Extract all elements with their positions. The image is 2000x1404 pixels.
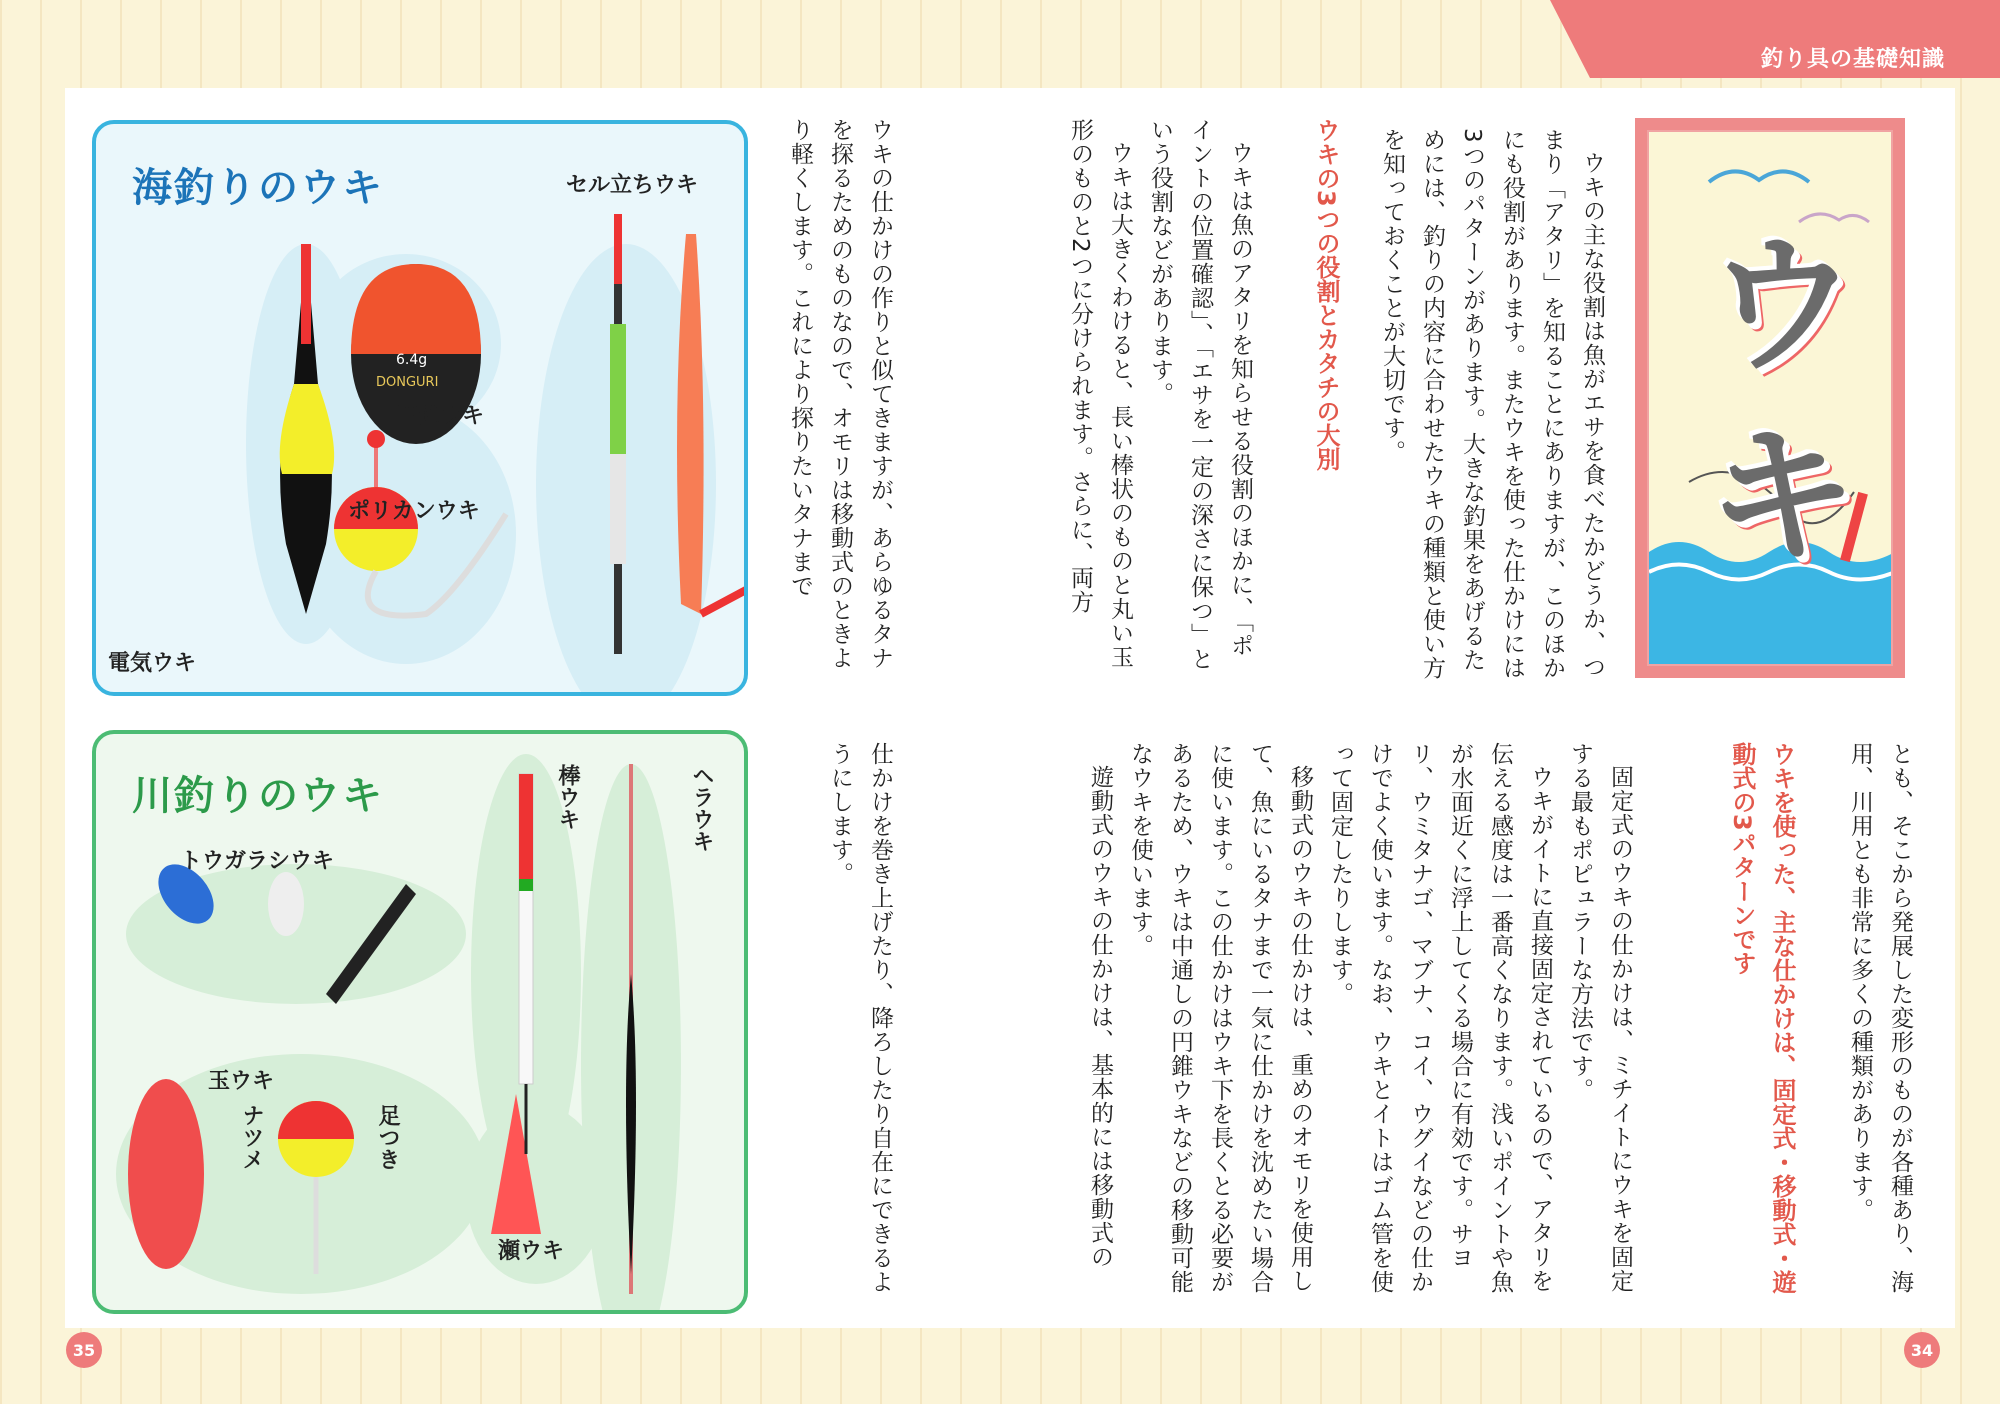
yudo-text: ウキの仕かけの作りと似てきますが、あらゆるタナを探るためのものなので、オモリは移動式のときより軽くします。これにより探りたいタナまで	[787, 118, 893, 670]
header-title: 釣り具の基礎知識	[1760, 47, 1945, 72]
intro-text: ウキの主な役割は魚がエサを食べたかどうか、つまり「アタリ」を知ることにありますが、このほかにも役割があります。またウキを使った仕かけには3つのパターンがあります。大きな釣果をあげるためには、釣りの内容に合わせたウキの種類と使い方を知っておくことが大切です。	[1379, 128, 1605, 680]
heading-roles: ウキの3つの役割とカタチの大別	[1312, 118, 1340, 471]
label-ashitsuki: 足つき	[375, 1104, 400, 1170]
label-bou: 棒ウキ	[555, 764, 580, 830]
label-se: 瀬ウキ	[498, 1239, 565, 1264]
ensui-float-brand: DONGURI	[376, 375, 439, 390]
long-float-icon	[677, 234, 704, 614]
patterns-text: 固定式のウキの仕かけは、ミチイトにウキを固定する最もポピュラーな方法です。 ウキがイトに直接固定されているので、アタリを伝える感度は一番高くなります。浅いポイントや魚が水面近くに浮上してくる場合に有効です。サヨリ、ウミタナゴ、マブナ、コイ、ウグイなどの仕かけでよく使います。なお、ウキとイトはゴム管を使って固定したりします。 移動式のウキの仕かけは、重めのオモリを使用して、魚にいるタナまで一気に仕かけを沈めたい場合に使います。この仕かけはウキ下を長くとる必要があるため、ウキは中通しの円錐ウキなどの移動可能なウキを使います。 遊動式のウキの仕かけは、基本的には移動式の	[1087, 742, 1633, 1294]
label-tama: 玉ウキ	[208, 1069, 275, 1094]
hero-inner	[1647, 130, 1893, 666]
ensui-float-weight: 6.4g	[396, 352, 428, 368]
seagull-icon	[1709, 171, 1809, 182]
page-number-right: 34	[1904, 1332, 1940, 1368]
sea-float-box	[92, 120, 748, 696]
yudo-text-end: 仕かけを巻き上げたり、降ろしたり自在にできるようにします。	[827, 742, 893, 1294]
label-natsume: ナツメ	[239, 1104, 264, 1170]
label-denki: 電気ウキ	[108, 651, 197, 676]
label-ensui: 円錐ウキ	[396, 404, 485, 429]
label-serudachi: セル立ちウキ	[566, 173, 699, 198]
label-porikan: ポリカンウキ	[348, 499, 480, 524]
river-floats-illustration	[96, 734, 744, 1310]
river-float-box	[92, 730, 748, 1314]
hero-card	[1635, 118, 1905, 678]
page-number-left: 35	[66, 1332, 102, 1368]
togarashi-float-icon	[268, 872, 304, 936]
roles-text: ウキは魚のアタリを知らせる役割のほかに、「ポイントの位置確認」、「エサを一定の深さに保つ」という役割などがあります。 ウキは大きくわけると、長い棒状のものと丸い玉形のものと2つに分けられます。さらに、両方	[1067, 118, 1253, 671]
sea-box-title: 海釣りのウキ	[132, 165, 384, 211]
hero-title: ウキ	[1706, 220, 1857, 584]
river-box-title: 川釣りのウキ	[132, 773, 384, 819]
label-togarashi: トウガラシウキ	[180, 849, 335, 874]
natsume-float-icon	[128, 1079, 204, 1269]
heading-patterns: ウキを使った、主な仕かけは、固定式・移動式・遊動式の3パターンです	[1728, 742, 1796, 1294]
continuation-text: とも、そこから発展した変形のものが各種あり、海用、川用とも非常に多くの種類があります。	[1847, 742, 1913, 1294]
label-hera: ヘラウキ	[689, 764, 714, 852]
